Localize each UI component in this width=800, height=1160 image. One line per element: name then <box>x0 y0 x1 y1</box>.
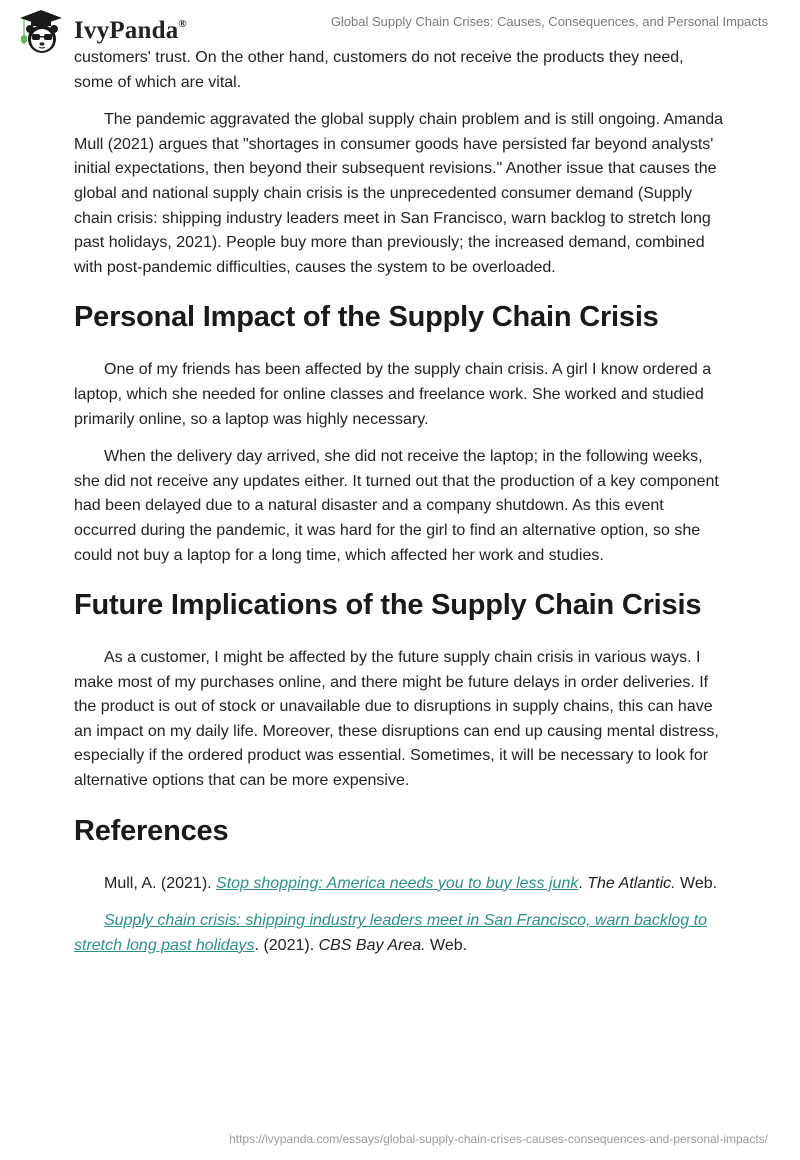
reference-entry <box>74 909 726 958</box>
footer-url[interactable]: https://ivypanda.com/essays/global-supply-chain-crises-causes-consequences-and-personal-impacts/ <box>229 1132 768 1146</box>
logo-text: IvyPanda <box>74 17 179 44</box>
reference-source: The Atlantic. <box>587 874 676 892</box>
paragraph: As a customer, I might be affected by the future supply chain crisis in various ways. I make most of my purchases online, and there might be future delays in order deliveries. If the product is out of stock or unavailable due to disruptions in supply chains, this can have an impact on my daily life. Moreover, these disruptions can end up causing mental distress, especially if the ordered product was essential. Sometimes, it will be necessary to look for alternative options that can be more expensive. <box>74 649 719 790</box>
reference-punct: . <box>578 874 588 892</box>
reference-author-year: Mull, A. (2021). <box>104 874 217 892</box>
panda-graduate-icon <box>16 6 66 56</box>
registered-mark: ® <box>178 17 187 30</box>
reference-medium: Web. <box>675 874 718 892</box>
reference-source: CBS Bay Area. <box>318 936 426 954</box>
section-heading-future-implications: Future Implications of the Supply Chain Crisis <box>74 589 702 622</box>
reference-year: . (2021). <box>254 936 319 954</box>
document-title: Global Supply Chain Crises: Causes, Consequences, and Personal Impacts <box>330 14 768 29</box>
paragraph: When the delivery day arrived, she did not receive the laptop; in the following weeks, she did not receive any updates either. It turned out that the production of a key component had been delayed due to a natural disaster and a company shutdown. As this event occurred during the pandemic, it was hard for the girl to find an alternative option, so she could not buy a laptop for a long time, which affected her work and studies. <box>74 448 719 564</box>
section-heading-personal-impact: Personal Impact of the Supply Chain Crisis <box>74 301 659 334</box>
reference-link[interactable]: Supply chain crisis: shipping industry leaders meet in San Francisco, warn backlog to stretch long past holidays <box>74 912 707 954</box>
reference-link[interactable]: Stop shopping: America needs you to buy less junk <box>216 874 579 892</box>
paragraph: One of my friends has been affected by the supply chain crisis. A girl I know ordered a laptop, which she needed for online classes and freelance work. She worked and studied primarily online, so a laptop was highly necessary. <box>74 361 712 428</box>
reference-medium: Web. <box>425 936 468 954</box>
logo-wordmark <box>74 17 187 45</box>
paragraph: The pandemic aggravated the global supply chain problem and is still ongoing. Amanda Mull (2021) argues that "shortages in consumer goods have persisted far beyond analysts' initial expectations, then beyond their subsequent revisions." Another issue that causes the global and national supply chain crisis is the unprecedented consumer demand (Supply chain crisis: shipping industry leaders meet in San Francisco, warn backlog to stretch long past holidays, 2021). People buy more than previously; the increased demand, combined with post-pandemic difficulties, causes the system to be overloaded. <box>74 111 724 276</box>
reference-entry <box>74 872 726 897</box>
essay-body <box>74 46 726 971</box>
paragraph: customers' trust. On the other hand, customers do not receive the products they need, some of which are vital. <box>74 49 684 91</box>
section-heading-references: References <box>74 814 229 847</box>
